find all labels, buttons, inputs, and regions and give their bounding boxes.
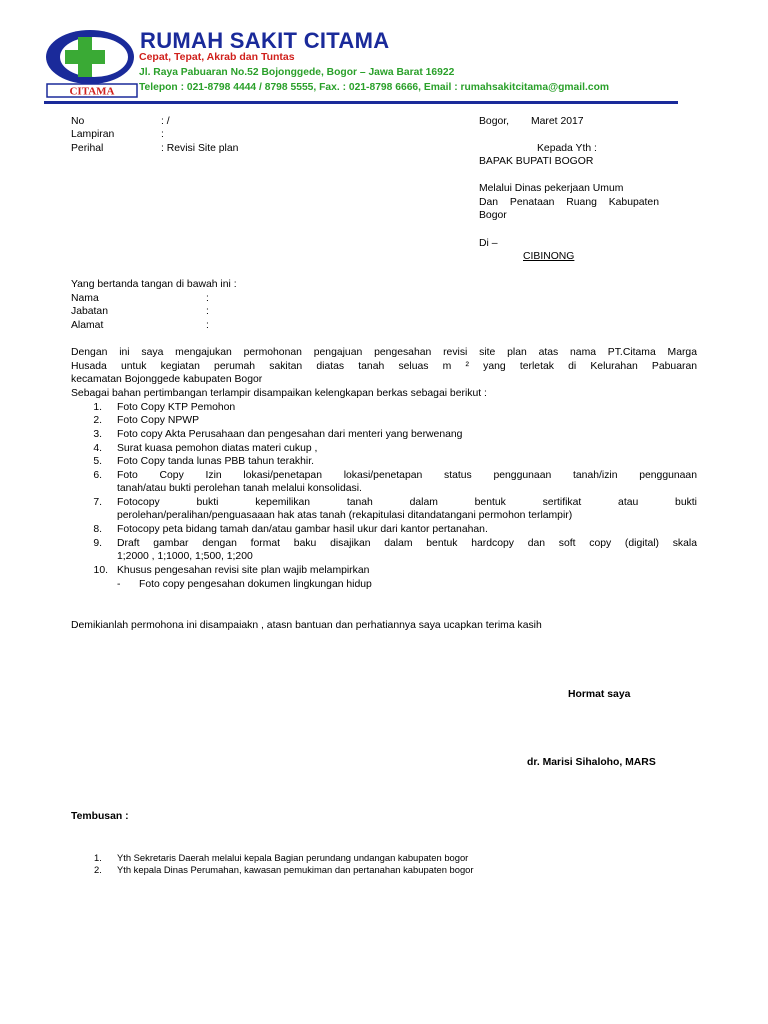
- hospital-tagline: Cepat, Tepat, Akrab dan Tuntas: [139, 51, 295, 63]
- lampiran-label: Lampiran: [71, 129, 115, 140]
- cc-item-number: 1.: [94, 852, 102, 863]
- signer-intro: Yang bertanda tangan di bawah ini :: [71, 279, 237, 290]
- list-item: Foto Copy KTP Pemohon: [117, 402, 236, 413]
- list-item: Surat kuasa pemohon diatas materi cukup ,: [117, 443, 318, 454]
- list-item: Fotocopy bukti kepemilikan tanah dalam bentuk sertifikat atau bukti: [117, 497, 697, 508]
- addressee: BAPAK BUPATI BOGOR: [479, 156, 594, 167]
- logo-text: CITAMA: [69, 85, 115, 98]
- list-item-continuation: 1;2000 , 1;1000, 1;500, 1;200: [117, 551, 253, 562]
- list-item-number: 6.: [93, 470, 102, 481]
- cc-title: Tembusan :: [71, 811, 129, 822]
- closing-sentence: Demikianlah permohona ini disampaiakn , atasn bantuan dan perhatiannya saya ucapkan terima kasih: [71, 620, 542, 631]
- list-item-continuation: tanah/atau bukti perolehan tanah melalui konsolidasi.: [117, 483, 362, 494]
- list-item: Foto Copy NPWP: [117, 415, 199, 426]
- list-item: Foto copy Akta Perusahaan dan pengesahan dari menteri yang berwenang: [117, 429, 463, 440]
- no-value: : /: [161, 116, 170, 127]
- list-item-number: 1.: [93, 402, 102, 413]
- via-line-1: Melalui Dinas pekerjaan Umum: [479, 183, 624, 194]
- list-item-number: 7.: [93, 497, 102, 508]
- perihal-value: : Revisi Site plan: [161, 143, 239, 154]
- alamat-label: Alamat: [71, 320, 104, 331]
- letter-city: Bogor,: [479, 116, 510, 127]
- cc-item-number: 2.: [94, 864, 102, 875]
- no-label: No: [71, 116, 85, 127]
- hospital-contact: Telepon : 021-8798 4444 / 8798 5555, Fax. : 021-8798 6666, Email : rumahsakitcitama@gmail.com: [139, 82, 610, 93]
- jabatan-colon: :: [206, 306, 209, 317]
- di-label: Di –: [479, 238, 498, 249]
- list-item-number: 2.: [93, 415, 102, 426]
- list-item: Foto Copy tanda lunas PBB tahun terakhir.: [117, 456, 314, 467]
- subitem-dash: -: [117, 579, 121, 590]
- list-item: Khusus pengesahan revisi site plan wajib melampirkan: [117, 565, 370, 576]
- regards: Hormat saya: [568, 689, 631, 700]
- list-item-continuation: perolehan/peralihan/penguasaaan hak atas tanah (rekapitulasi ditandatangani permohon terlampir): [117, 510, 573, 521]
- list-item-number: 3.: [93, 429, 102, 440]
- list-item: Draft gambar dengan format baku disajikan dalam bentuk hardcopy dan soft copy (digital) skala: [117, 538, 697, 549]
- list-item-number: 4.: [93, 443, 102, 454]
- alamat-colon: :: [206, 320, 209, 331]
- via-line-2: Dan Penataan Ruang Kabupaten: [479, 197, 659, 208]
- subitem: Foto copy pengesahan dokumen lingkungan hidup: [139, 579, 372, 590]
- jabatan-label: Jabatan: [71, 306, 108, 317]
- hospital-logo: [44, 28, 140, 98]
- body-para-line-1: Dengan ini saya mengajukan permohonan pengajuan pengesahan revisi site plan atas nama PT.Citama Marga: [71, 347, 697, 358]
- list-item-number: 8.: [93, 524, 102, 535]
- list-item-number: 10.: [93, 565, 108, 576]
- cc-item: Yth kepala Dinas Perumahan, kawasan pemukiman dan pertanahan kabupaten bogor: [117, 864, 474, 875]
- body-para-line-2: Husada untuk kegiatan perumah sakitan diatas tanah seluas m ² yang terletak di Kelurahan Pabuaran: [71, 361, 697, 372]
- nama-colon: :: [206, 293, 209, 304]
- letter-date: Maret 2017: [531, 116, 584, 127]
- via-line-3: Bogor: [479, 210, 507, 221]
- body-para-line-3: kecamatan Bojonggede kabupaten Bogor: [71, 374, 263, 385]
- list-item-number: 9.: [93, 538, 102, 549]
- list-item-number: 5.: [93, 456, 102, 467]
- perihal-label: Perihal: [71, 143, 104, 154]
- cc-item: Yth Sekretaris Daerah melalui kepala Bagian perundang undangan kabupaten bogor: [117, 852, 469, 863]
- nama-label: Nama: [71, 293, 99, 304]
- header-divider: [44, 101, 678, 104]
- lampiran-value: :: [161, 129, 164, 140]
- hospital-address: Jl. Raya Pabuaran No.52 Bojonggede, Bogor – Jawa Barat 16922: [139, 67, 455, 78]
- signer-name: dr. Marisi Sihaloho, MARS: [527, 757, 656, 768]
- hospital-name: RUMAH SAKIT CITAMA: [140, 28, 390, 53]
- kepada-yth: Kepada Yth :: [537, 143, 597, 154]
- body-para-2: Sebagai bahan pertimbangan terlampir disampaikan kelengkapan berkas sebagai berikut :: [71, 388, 487, 399]
- list-item: Fotocopy peta bidang tamah dan/atau gambar hasil ukur dari kantor pertanahan.: [117, 524, 488, 535]
- list-item: Foto Copy Izin lokasi/penetapan lokasi/penetapan status penggunaan tanah/izin penggunaan: [117, 470, 697, 481]
- destination-city: CIBINONG: [523, 251, 575, 262]
